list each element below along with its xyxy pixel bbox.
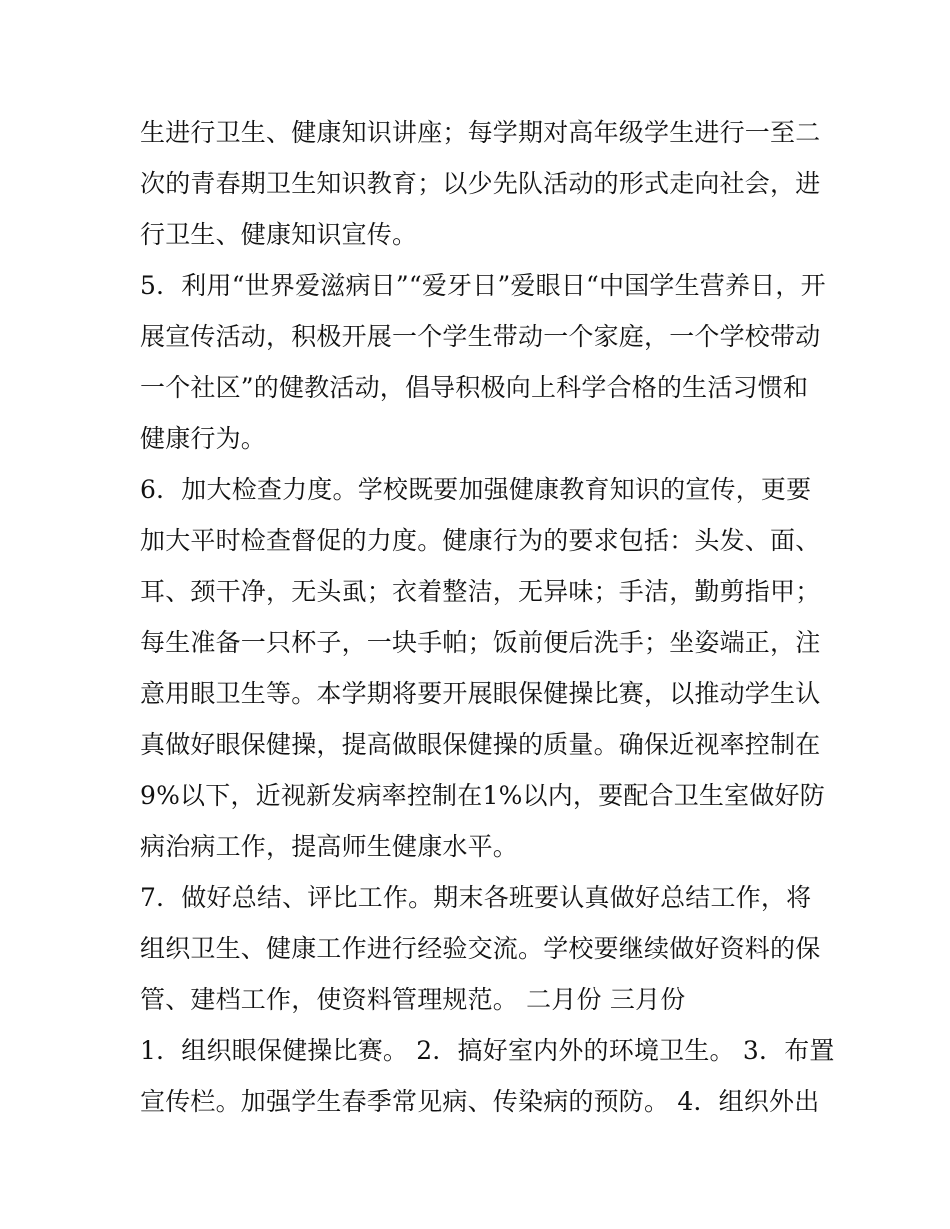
text-line: 健康行为。 xyxy=(140,424,267,453)
text-line: 7．做好总结、评比工作。期末各班要认真做好总结工作，将 xyxy=(140,883,812,912)
text-line: 一个社区”的健教活动，倡导积极向上科学合格的生活习惯和 xyxy=(140,373,809,402)
text-line: 病治病工作，提高师生健康水平。 xyxy=(140,832,519,861)
text-line: 生进行卫生、健康知识讲座；每学期对高年级学生进行一至二 xyxy=(140,118,821,147)
text-line: 9%以下，近视新发病率控制在1%以内，要配合卫生室做好防 xyxy=(140,781,825,810)
text-line: 展宣传活动，积极开展一个学生带动一个家庭，一个学校带动 xyxy=(140,322,821,351)
text-line: 6．加大检查力度。学校既要加强健康教育知识的宣传，更要 xyxy=(140,475,812,504)
text-line: 管、建档工作，使资料管理规范。 二月份 三月份 xyxy=(140,985,686,1014)
text-line: 每生准备一只杯子，一块手帕；饭前便后洗手；坐姿端正，注 xyxy=(140,628,821,657)
text-line: 1．组织眼保健操比赛。 2．搞好室内外的环境卫生。 3．布置 xyxy=(140,1036,835,1065)
text-line: 行卫生、健康知识宣传。 xyxy=(140,220,418,249)
text-line: 次的青春期卫生知识教育；以少先队活动的形式走向社会，进 xyxy=(140,169,821,198)
text-line: 宣传栏。加强学生春季常见病、传染病的预防。 4．组织外出 xyxy=(140,1087,820,1116)
text-line: 真做好眼保健操，提高做眼保健操的质量。确保近视率控制在 xyxy=(140,730,821,759)
document-page xyxy=(140,107,835,1127)
text-line: 耳、颈干净，无头虱；衣着整洁，无异味；手洁，勤剪指甲； xyxy=(140,577,821,606)
text-line: 5．利用“世界爱滋病日”“爱牙日”爱眼日“中国学生营养日，开 xyxy=(140,271,826,300)
text-line: 意用眼卫生等。本学期将要开展眼保健操比赛，以推动学生认 xyxy=(140,679,821,708)
text-line: 加大平时检查督促的力度。健康行为的要求包括：头发、面、 xyxy=(140,526,821,555)
text-line: 组织卫生、健康工作进行经验交流。学校要继续做好资料的保 xyxy=(140,934,821,963)
